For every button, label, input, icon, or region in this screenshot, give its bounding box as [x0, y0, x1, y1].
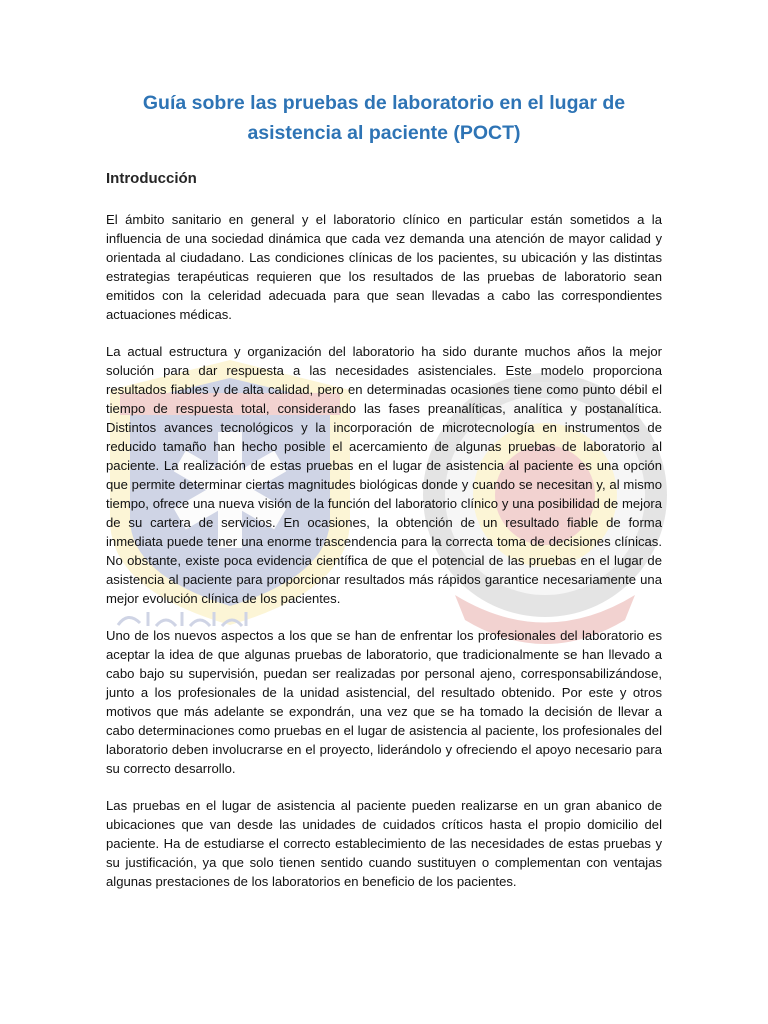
document-content: [106, 88, 662, 891]
paragraph-4: Las pruebas en el lugar de asistencia al paciente pueden realizarse en un gran abanico de ubicaciones que van desde las unidades de cuidados críticos hasta el propio domicilio del paciente. Ha de estudiarse el correcto establecimiento de las necesidades de estas pruebas y su justificación, ya que solo tienen sentido cuando sustituyen o complementan con ventajas algunas prestaciones de los laboratorios en beneficio de los pacientes.: [106, 798, 662, 889]
document-title: Guía sobre las pruebas de laboratorio en el lugar de asistencia al paciente (POCT): [142, 92, 626, 144]
paragraph-3: Uno de los nuevos aspectos a los que se han de enfrentar los profesionales del laboratorio es aceptar la idea de que algunas pruebas de laboratorio, que tradicionalmente se han llevado a cabo bajo su supervisión, puedan ser realizadas por personal ajeno, corresponsabilizándose, junto a los profesionales de la unidad asistencial, del resultado obtenido. Por este y otros motivos que más adelante se expondrán, una vez que se ha tomado la decisión de llevar a cabo determinaciones como pruebas en el lugar de asistencia al paciente, los profesionales del laboratorio deben involucrarse en el proyecto, liderándolo y ofreciendo el apoyo necesario para su correcto desarrollo.: [106, 628, 662, 776]
paragraph-2: La actual estructura y organización del laboratorio ha sido durante muchos años la mejor solución para dar respuesta a las necesidades asistenciales. Este modelo proporciona resultados fiables y de alta calidad, pero en determinadas ocasiones tiene como punto débil el tiempo de respuesta total, considerando las fases preanalíticas, analítica y postanalítica. Distintos avances tecnológicos y la incorporación de microtecnología en instrumentos de reducido tamaño han hecho posible el acercamiento de algunas pruebas de laboratorio al paciente. La realización de estas pruebas en el lugar de asistencia al paciente es una opción que permite determinar ciertas magnitudes biológicas donde y cuando se necesitan y, al mismo tiempo, ofrece una nueva visión de la función del laboratorio clínico y una posibilidad de mejora de su cartera de servicios. En ocasiones, la obtención de un resultado fiable de forma inmediata puede tener una enorme trascendencia para la correcta toma de decisiones clínicas. No obstante, existe poca evidencia científica de que el potencial de las pruebas en el lugar de asistencia al paciente para proporcionar resultados más rápidos garantice necesariamente una mejor evolución clínica de los pacientes.: [106, 344, 662, 606]
paragraph-1: El ámbito sanitario en general y el laboratorio clínico en particular están sometidos a la influencia de una sociedad dinámica que cada vez demanda una atención de mayor calidad y orientada al ciudadano. Las condiciones clínicas de los pacientes, su ubicación y las distintas estrategias terapéuticas requieren que los resultados de las pruebas de laboratorio sean emitidos con la celeridad adecuada para que sean llevadas a cabo las correspondientes actuaciones médicas.: [106, 212, 662, 322]
section-heading: Introducción: [106, 170, 197, 187]
